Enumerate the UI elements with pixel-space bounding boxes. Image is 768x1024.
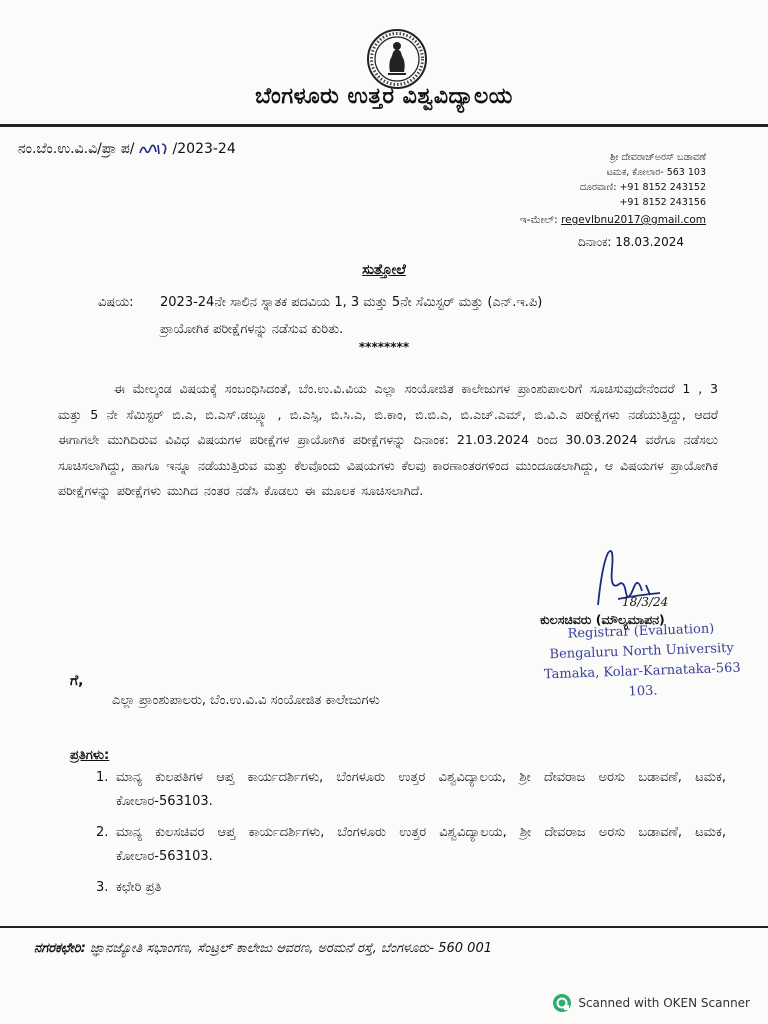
- scanner-text: Scanned with OKEN Scanner: [578, 996, 750, 1010]
- list-text: ಮಾನ್ಯ ಕುಲಸಚಿವರ ಆಪ್ತ ಕಾರ್ಯದರ್ಶಿಗಳು, ಬೆಂಗಳೂರು ಉತ್ತರ ವಿಶ್ವವಿದ್ಯಾಲಯ, ಶ್ರೀ ದೇವರಾಜ ಅರಸು ಬಡಾವಣೆ, ಟಮಕ, ಕೋಲಾರ-563103.: [116, 825, 726, 864]
- list-text: ಮಾನ್ಯ ಕುಲಪತಿಗಳ ಆಪ್ತ ಕಾರ್ಯದರ್ಶಿಗಳು, ಬೆಂಗಳೂರು ಉತ್ತರ ವಿಶ್ವವಿದ್ಯಾಲಯ, ಶ್ರೀ ದೇವರಾಜ ಅರಸು ಬಡಾವಣೆ, ಟಮಕ, ಕೋಲಾರ-563103.: [116, 770, 726, 809]
- reference-number: [18, 141, 236, 157]
- footer-address: ಜ್ಞಾನಜ್ಯೋತಿ ಸಭಾಂಗಣ, ಸೆಂಟ್ರಲ್ ಕಾಲೇಜು ಆವರಣ, ಅರಮನೆ ರಸ್ತೆ, ಬೆಂಗಳೂರು- 560 001: [89, 941, 492, 956]
- address-line: +91 8152 243156: [619, 197, 706, 208]
- list-number: 2.: [96, 825, 109, 840]
- signature-date: 18/3/24: [622, 595, 669, 609]
- footer-label: ನಗರಕಛೇರಿ:: [34, 941, 86, 956]
- email-link[interactable]: regevlbnu2017@gmail.com: [561, 214, 706, 226]
- handwritten-number: [137, 141, 171, 157]
- subject: [98, 289, 738, 343]
- to-label: ಗೆ,: [70, 673, 84, 689]
- date-line: [578, 235, 684, 250]
- separator: ********: [358, 340, 410, 354]
- email-line: [520, 214, 706, 227]
- list-item: [96, 821, 726, 869]
- subject-line-2: ಪ್ರಾಯೋಗಿಕ ಪರೀಕ್ಷೆಗಳನ್ನು ನಡೆಸುವ ಕುರಿತು.: [160, 322, 344, 337]
- list-number: 1.: [96, 770, 109, 785]
- address-line: ದೂರವಾಣಿ: +91 8152 243152: [579, 182, 706, 193]
- copies-label: ಪ್ರತಿಗಳು:: [70, 748, 110, 763]
- header-divider: [0, 124, 768, 127]
- scanner-watermark: [552, 993, 750, 1013]
- to-recipients: ಎಲ್ಲಾ ಪ್ರಾಂಶುಪಾಲರು, ಬೆಂ.ಉ.ವಿ.ವಿ ಸಂಯೋಜಿತ ಕಾಲೇಜುಗಳು: [112, 693, 380, 708]
- list-number: 3.: [96, 880, 109, 895]
- list-item: [96, 876, 726, 900]
- city-office-footer: [34, 941, 492, 956]
- list-text: ಕಛೇರಿ ಪ್ರತಿ: [116, 880, 162, 895]
- stamp-line: Registrar (Evaluation): [567, 621, 715, 642]
- university-seal-icon: [366, 28, 428, 90]
- address-line: ಟಮಕ, ಕೋಲಾರ- 563 103: [606, 167, 706, 178]
- subject-line-1: 2023-24ನೇ ಸಾಲಿನ ಸ್ನಾತಕ ಪದವಿಯ 1, 3 ಮತ್ತು 5ನೇ ಸೆಮಿಸ್ಟರ್ ಮತ್ತು (ಎನ್.ಇ.ಪಿ): [160, 295, 543, 310]
- reference-prefix: ನಂ.ಬೆಂ.ಉ.ವಿ.ವಿ/ಪ್ರಾ ಪ/: [18, 141, 135, 157]
- list-item: [96, 766, 726, 814]
- oken-scanner-icon: [552, 993, 572, 1013]
- subject-label: ವಿಷಯ:: [98, 295, 134, 310]
- stamp-line: Bengaluru North University: [549, 640, 734, 663]
- address-line: ಶ್ರೀ ದೇವರಾಜ್‌ಅರಸ್ ಬಡಾವಣೆ: [610, 152, 706, 163]
- date-label: ದಿನಾಂಕ:: [578, 235, 612, 249]
- reference-year: /2023-24: [172, 141, 236, 157]
- footer-divider: [0, 926, 768, 928]
- university-address: [580, 150, 706, 210]
- email-label: ಇ-ಮೇಲ್:: [519, 214, 558, 226]
- signatory-title: ಕುಲಸಚಿವರು (ಮೌಲ್ಯಮಾಪನ): [540, 612, 665, 627]
- registrar-stamp: [531, 618, 754, 706]
- stamp-line: Tamaka, Kolar-Karnataka-563 103.: [543, 660, 741, 700]
- circular-body: ಈ ಮೇಲ್ಕಂಡ ವಿಷಯಕ್ಕೆ ಸಂಬಂಧಿಸಿದಂತೆ, ಬೆಂ.ಉ.ವಿ.ವಿಯ ಎಲ್ಲಾ ಸಂಯೋಜಿತ ಕಾಲೇಜುಗಳ ಪ್ರಾಂಶುಪಾಲರಿಗೆ ಸೂಚಿಸುವುದೇನೆಂದರೆ 1 , 3 ಮತ್ತು 5 ನೇ ಸೆಮಿಸ್ಟರ್ ಬಿ.ಎ, ಬಿ.ಎಸ್.ಡಬ್ಲ್ಯೂ , ಬಿ.ಎಸ್ಸಿ, ಬಿ.ಸಿ.ಎ, ಬಿ.ಕಾಂ, ಬಿ.ಬಿ.ಎ, ಬಿ.ಎಚ್.ಎಮ್, ಬಿ.ವಿ.ಎ ಪರೀಕ್ಷೆಗಳು ನಡೆಯುತ್ತಿದ್ದು, ಆದರೆ ಈಗಾಗಲೇ ಮುಗಿದಿರುವ ವಿವಿಧ ವಿಷಯಗಳ ಪರೀಕ್ಷೆಗಳ ಪ್ರಾಯೋಗಿಕ ಪರೀಕ್ಷೆಗಳನ್ನು ದಿನಾಂಕ: 21.03.2024 ರಿಂದ 30.03.2024 ವರೆಗೂ ನಡೆಸಲು ಸೂಚಿಸಲಾಗಿದ್ದು, ಹಾಗೂ ಇನ್ನೂ ನಡೆಯುತ್ತಿರುವ ಮತ್ತು ಕೆಲವೊಂದು ವಿಷಯಗಳು ಕೆಲವು ಕಾರಣಾಂತರಗಳಿಂದ ಮುಂದೂಡಲಾಗಿದ್ದು, ಆ ವಿಷಯಗಳ ಪ್ರಾಯೋಗಿಕ ಪರೀಕ್ಷೆಗಳನ್ನು ಪರೀಕ್ಷೆಗಳು ಮುಗಿದ ನಂತರ ನಡೆಸಿ ಕೊಡಲು ಈ ಮೂಲಕ ಸೂಚಿಸಲಾಗಿದೆ.: [58, 381, 718, 499]
- university-name: ಬೆಂಗಳೂರು ಉತ್ತರ ವಿಶ್ವವಿದ್ಯಾಲಯ: [255, 84, 513, 109]
- copies-list: [96, 766, 726, 907]
- date-value: 18.03.2024: [615, 235, 684, 249]
- circular-title: ಸುತ್ತೋಲೆ: [362, 262, 406, 278]
